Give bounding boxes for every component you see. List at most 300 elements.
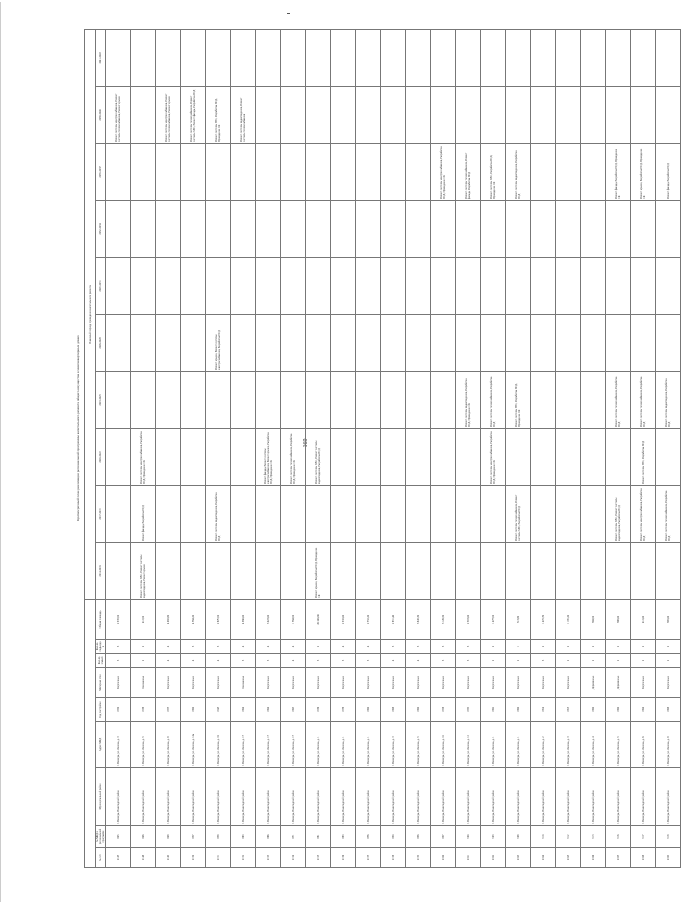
table-cell-floors: 3 xyxy=(531,654,556,668)
table-cell-p9 xyxy=(381,86,406,143)
table-cell-n: 2159 xyxy=(406,848,431,868)
table-cell-p4 xyxy=(431,371,456,428)
table-cell-district: г. Вологда, Вологодский район xyxy=(631,768,656,826)
table-row xyxy=(131,29,156,867)
column-header: № МКД в региональной программе xyxy=(96,826,106,848)
table-cell-n: 2152 xyxy=(231,848,256,868)
table-row xyxy=(631,29,656,867)
table-cell-p2: Ремонт системы водоотведения, Разработка ПСД xyxy=(206,485,231,542)
table-cell-p5 xyxy=(456,314,481,371)
table-cell-address: г. Вологда, ул. Ленина, д. 5 xyxy=(131,722,156,768)
table-cell-p6 xyxy=(606,257,631,314)
table-cell-p5 xyxy=(481,314,506,371)
table-cell-p6 xyxy=(331,257,356,314)
table-cell-p7 xyxy=(306,200,331,257)
table-cell-year: 1957 xyxy=(156,698,181,722)
table-cell-p10 xyxy=(456,29,481,86)
table-cell-floors: 4 xyxy=(206,654,231,668)
table-cell-p7 xyxy=(556,200,581,257)
table-cell-floors: 2 xyxy=(631,654,656,668)
table-cell-area: 2 393,00 xyxy=(456,599,481,639)
table-cell-year: 1959 xyxy=(456,698,481,722)
table-cell-p1 xyxy=(556,542,581,599)
table-cell-area: 412,90 xyxy=(131,599,156,639)
table-cell-p6 xyxy=(381,257,406,314)
table-cell-p9: Ремонт системы электроснабжения, Ремонт системы теплоснабжения, Ремонт крыши xyxy=(106,86,131,143)
table-cell-area: 1 764,90 xyxy=(281,599,306,639)
table-cell-id: 896 xyxy=(406,826,431,848)
table-cell-p5 xyxy=(106,314,131,371)
table-row xyxy=(206,29,231,867)
table-cell-p8: Ремонт системы водоотведения, Разработка ПСД xyxy=(506,143,531,200)
table-cell-id: 845 xyxy=(106,826,131,848)
table-cell-p8 xyxy=(581,143,606,200)
table-cell-n: 2161 xyxy=(456,848,481,868)
table-cell-entr: 3 xyxy=(431,640,456,654)
table-cell-p1 xyxy=(531,542,556,599)
table-cell-material: Кирпичные xyxy=(256,668,281,698)
table-cell-n: 2154 xyxy=(281,848,306,868)
table-cell-p3 xyxy=(381,428,406,485)
table-row xyxy=(231,29,256,867)
table-cell-area: 4 764,20 xyxy=(181,599,206,639)
table-cell-year: 1938 xyxy=(131,698,156,722)
table-cell-n: 2156 xyxy=(331,848,356,868)
table-cell-p5 xyxy=(531,314,556,371)
table-cell-floors: 4 xyxy=(281,654,306,668)
table-cell-n: 2160 xyxy=(431,848,456,868)
table-cell-p3 xyxy=(656,428,681,485)
table-cell-material: Деревянные xyxy=(581,668,606,698)
table-cell-p10 xyxy=(556,29,581,86)
table-cell-p7 xyxy=(356,200,381,257)
table-cell-address: г. Вологда, ул. Ленина, д. 1 xyxy=(306,722,331,768)
plan-period-header: Плановый период проведения капитального ремонта xyxy=(85,29,96,599)
table-cell-id: 846 xyxy=(131,826,156,848)
table-cell-p6 xyxy=(431,257,456,314)
table-cell-p4 xyxy=(206,371,231,428)
table-cell-p4 xyxy=(531,371,556,428)
column-header: Кол-во подъездов xyxy=(96,641,105,652)
table-cell-p4 xyxy=(106,371,131,428)
table-cell-p10 xyxy=(106,29,131,86)
table-cell-district: г. Вологда, Вологодский район xyxy=(256,768,281,826)
table-cell-p4 xyxy=(331,371,356,428)
table-cell-p8 xyxy=(106,143,131,200)
table-cell-id: 881 xyxy=(306,826,331,848)
table-cell-n: 2167 xyxy=(606,848,631,868)
table-cell-p5 xyxy=(231,314,256,371)
table-cell-id: 876 xyxy=(356,826,381,848)
table-cell-material: Кирпичные xyxy=(656,668,681,698)
table-cell-year: 1963 xyxy=(281,698,306,722)
table-cell-district: г. Вологда, Вологодский район xyxy=(131,768,156,826)
table-cell-p4 xyxy=(256,371,281,428)
column-header: Общая площадь xyxy=(96,599,106,639)
table-cell-p2 xyxy=(156,485,181,542)
table-cell-p8 xyxy=(406,143,431,200)
table-cell-area: 4 082,80 xyxy=(156,599,181,639)
table-cell-p2 xyxy=(281,485,306,542)
table-cell-p5 xyxy=(381,314,406,371)
plan-period-header-row xyxy=(85,29,96,867)
table-cell-p5 xyxy=(181,314,206,371)
table-cell-id: 858 xyxy=(206,826,231,848)
table-row xyxy=(581,29,606,867)
table-cell-p9 xyxy=(456,86,481,143)
table-cell-address: г. Вологда, ул. Ленина, д. 3 xyxy=(556,722,581,768)
table-cell-p1 xyxy=(231,542,256,599)
table-cell-p2: Ремонт системы теплоснабжения, Ремонт системы ХВС, Разработка ПСД xyxy=(506,485,531,542)
table-cell-p5 xyxy=(256,314,281,371)
table-cell-address: г. Вологда, ул. Ленина, д. 17 xyxy=(231,722,256,768)
table-cell-p3 xyxy=(581,428,606,485)
table-cell-p4 xyxy=(556,371,581,428)
table-cell-year: 1960 xyxy=(606,698,631,722)
table-cell-p6 xyxy=(206,257,231,314)
table-cell-entr: 3 xyxy=(456,640,481,654)
table-cell-area: 2 932,00 xyxy=(331,599,356,639)
table-cell-year: 1968 xyxy=(656,698,681,722)
table-cell-year: 1960 xyxy=(406,698,431,722)
table-cell-floors: 3 xyxy=(456,654,481,668)
table-cell-p5 xyxy=(431,314,456,371)
table-cell-material: Кирпичные xyxy=(356,668,381,698)
table-cell-entr: 2 xyxy=(556,640,581,654)
table-cell-area: 2 935,90 xyxy=(106,599,131,639)
table-cell-p5: Ремонт крыши, Ремонт системы электроснабжения, Разработка ПСД xyxy=(206,314,231,371)
table-cell-year: 1958 xyxy=(431,698,456,722)
column-header: 2020-2022 xyxy=(96,428,106,485)
table-cell-address: г. Вологда, ул. Ленина, д. 1 xyxy=(481,722,506,768)
table-cell-p1 xyxy=(656,542,681,599)
table-cell-p9 xyxy=(256,86,281,143)
table-cell-n: 2149 xyxy=(156,848,181,868)
table-cell-n: 2148 xyxy=(131,848,156,868)
table-cell-p5 xyxy=(331,314,356,371)
table-cell-material: Кирпичные xyxy=(381,668,406,698)
column-header: 2026-2028 xyxy=(96,314,106,371)
table-cell-p9 xyxy=(581,86,606,143)
table-cell-entr: 4 xyxy=(281,640,306,654)
table-cell-entr: 1 xyxy=(506,640,531,654)
table-cell-id: 848 xyxy=(156,826,181,848)
table-cell-id: 917 xyxy=(631,826,656,848)
table-cell-floors: 5 xyxy=(231,654,256,668)
table-cell-p2 xyxy=(231,485,256,542)
table-cell-p10 xyxy=(206,29,231,86)
table-cell-address: г. Вологда, ул. Ленина, д. 8 xyxy=(656,722,681,768)
table-row xyxy=(331,29,356,867)
table-cell-p10 xyxy=(281,29,306,86)
scan-mark-top xyxy=(287,13,290,14)
table-cell-p4 xyxy=(181,371,206,428)
table-cell-district: г. Вологда, Вологодский район xyxy=(506,768,531,826)
table-row xyxy=(481,29,506,867)
table-cell-p10 xyxy=(581,29,606,86)
table-cell-p8 xyxy=(306,143,331,200)
table-cell-address: г. Вологда, ул. Ленина, д. 3 xyxy=(106,722,131,768)
table-cell-p9 xyxy=(131,86,156,143)
table-cell-floors: 3 xyxy=(431,654,456,668)
table-cell-year: 1962 xyxy=(481,698,506,722)
table-cell-year: 1960 xyxy=(356,698,381,722)
table-cell-p4: Ремонт системы теплоснабжения, Разработка ПСД xyxy=(606,371,631,428)
table-cell-p9 xyxy=(556,86,581,143)
table-cell-address: г. Вологда, ул. Ленина, д. 17 xyxy=(281,722,306,768)
table-cell-p10 xyxy=(631,29,656,86)
table-cell-area: 3 126,50 xyxy=(431,599,456,639)
table-cell-material: Деревянные xyxy=(606,668,631,698)
table-cell-p5 xyxy=(131,314,156,371)
table-cell-p2 xyxy=(256,485,281,542)
table-cell-p9 xyxy=(406,86,431,143)
table-cell-id: 910 xyxy=(531,826,556,848)
table-cell-year: 1978 xyxy=(331,698,356,722)
table-cell-entr: 3 xyxy=(181,640,206,654)
table-cell-area: 4 960,00 xyxy=(231,599,256,639)
table-cell-p7 xyxy=(631,200,656,257)
table-cell-entr: 3 xyxy=(206,640,231,654)
table-cell-p8 xyxy=(156,143,181,200)
table-cell-p3: Ремонт системы электроснабжения, Разработка ПСД, Проведение СК xyxy=(481,428,506,485)
table-cell-p3 xyxy=(556,428,581,485)
table-cell-p7 xyxy=(231,200,256,257)
table-cell-p9: Ремонт системы теплоснабжения, Ремонт системы ХВС, Ремонт фасада, Разработка ПСД xyxy=(181,86,206,143)
table-cell-district: г. Вологда, Вологодский район xyxy=(381,768,406,826)
table-cell-p2 xyxy=(331,485,356,542)
table-row xyxy=(431,29,456,867)
table-cell-p4: Ремонт системы ГВС, Разработка ПСД, Проведение СК xyxy=(506,371,531,428)
table-cell-p2 xyxy=(431,485,456,542)
column-header: 2023-2025 xyxy=(96,371,106,428)
table-cell-n: 2150 xyxy=(181,848,206,868)
table-cell-material: Кирпичные xyxy=(281,668,306,698)
table-cell-n: 2164 xyxy=(531,848,556,868)
table-cell-year: 1964 xyxy=(256,698,281,722)
column-header: 2041-2043 xyxy=(96,29,106,86)
table-cell-district: г. Вологда, Вологодский район xyxy=(606,768,631,826)
table-row xyxy=(556,29,581,867)
table-cell-p1 xyxy=(331,542,356,599)
table-cell-p9 xyxy=(531,86,556,143)
table-cell-p2 xyxy=(481,485,506,542)
table-cell-district: г. Вологда, Вологодский район xyxy=(206,768,231,826)
table-cell-area: 20 240,00 xyxy=(306,599,331,639)
table-cell-p8 xyxy=(131,143,156,200)
table-cell-material: Смешанные xyxy=(131,668,156,698)
table-cell-area: 412,00 xyxy=(631,599,656,639)
table-cell-p3 xyxy=(531,428,556,485)
table-cell-entr: 2 xyxy=(481,640,506,654)
table-cell-p7 xyxy=(131,200,156,257)
table-cell-p5 xyxy=(156,314,181,371)
table-cell-p5 xyxy=(356,314,381,371)
table-cell-floors: 2 xyxy=(481,654,506,668)
column-header: Адрес МКД xyxy=(96,722,106,768)
table-cell-material: Кирпичные xyxy=(631,668,656,698)
table-cell-p9 xyxy=(281,86,306,143)
table-cell-area: 1 477,90 xyxy=(481,599,506,639)
table-cell-entr: 2 xyxy=(631,640,656,654)
table-cell-n: 2151 xyxy=(206,848,231,868)
table-cell-n: 2168 xyxy=(631,848,656,868)
table-cell-p9 xyxy=(331,86,356,143)
table-cell-p4 xyxy=(231,371,256,428)
table-cell-district: г. Вологда, Вологодский район xyxy=(331,768,356,826)
table-cell-p3 xyxy=(606,428,631,485)
table-cell-p9 xyxy=(306,86,331,143)
table-cell-id: 913 xyxy=(581,826,606,848)
table-cell-p7 xyxy=(181,200,206,257)
table-cell-p8 xyxy=(356,143,381,200)
table-cell-p10 xyxy=(431,29,456,86)
table-cell-p7 xyxy=(481,200,506,257)
table-cell-p9: Ремонт системы водоотведения, Ремонт системы теплоснабжения xyxy=(231,86,256,143)
table-cell-p5 xyxy=(306,314,331,371)
table-cell-p10 xyxy=(231,29,256,86)
table-cell-p4 xyxy=(356,371,381,428)
table-cell-p6 xyxy=(456,257,481,314)
column-header: 2014-2016 xyxy=(96,542,106,599)
table-cell-p6 xyxy=(231,257,256,314)
column-header: Материал стен xyxy=(96,668,106,698)
table-row xyxy=(281,29,306,867)
table-cell-year: 1960 xyxy=(506,698,531,722)
table-cell-p5 xyxy=(581,314,606,371)
table-cell-area: 1 472,70 xyxy=(531,599,556,639)
table-cell-p6 xyxy=(306,257,331,314)
table-cell-address: г. Вологда, ул. Ленина, д. 3 xyxy=(381,722,406,768)
table-cell-p10 xyxy=(381,29,406,86)
table-cell-district: г. Вологда, Вологодский район xyxy=(356,768,381,826)
table-cell-area: 388,00 xyxy=(606,599,631,639)
table-cell-p1 xyxy=(631,542,656,599)
table-cell-area: 2 879,90 xyxy=(206,599,231,639)
table-cell-id: 897 xyxy=(431,826,456,848)
table-cell-entr: 2 xyxy=(306,640,331,654)
table-cell-year: 1960 xyxy=(181,698,206,722)
table-cell-address: г. Вологда, ул. Ленина, д. 17 xyxy=(256,722,281,768)
table-cell-n: 2169 xyxy=(656,848,681,868)
table-cell-id: 908 xyxy=(506,826,531,848)
table-cell-p4 xyxy=(281,371,306,428)
table-cell-p6 xyxy=(656,257,681,314)
table-cell-n: 2163 xyxy=(506,848,531,868)
table-cell-p9 xyxy=(481,86,506,143)
table-cell-district: г. Вологда, Вологодский район xyxy=(481,768,506,826)
column-header: Год постройки xyxy=(96,698,106,722)
table-cell-area: 384,90 xyxy=(581,599,606,639)
table-cell-p9 xyxy=(356,86,381,143)
table-cell-p3: Ремонт фасада, Ремонт системы электроснабжения, Ремонт крыши, Разработка ПСД, Проведение СК xyxy=(256,428,281,485)
table-cell-material: Кирпичные xyxy=(556,668,581,698)
table-body xyxy=(106,29,681,867)
table-cell-p1: Ремонт крыши, Разработка ПСД, Проведение СК xyxy=(306,542,331,599)
table-cell-p6 xyxy=(106,257,131,314)
table-cell-p7 xyxy=(381,200,406,257)
table-cell-p1 xyxy=(156,542,181,599)
table-cell-id: 863 xyxy=(231,826,256,848)
table-row xyxy=(506,29,531,867)
table-cell-entr: 4 xyxy=(356,640,381,654)
table-cell-p3 xyxy=(331,428,356,485)
table-cell-p9 xyxy=(431,86,456,143)
table-cell-district: г. Вологда, Вологодский район xyxy=(431,768,456,826)
table-cell-entr: 4 xyxy=(331,640,356,654)
table-cell-entr: 3 xyxy=(406,640,431,654)
table-row xyxy=(156,29,181,867)
table-cell-p7 xyxy=(506,200,531,257)
table-row xyxy=(606,29,631,867)
table-row xyxy=(256,29,281,867)
table-cell-p8: Ремонт крыши, Разработка ПСД, Проведение СК xyxy=(631,143,656,200)
table-cell-entr: 4 xyxy=(256,640,281,654)
table-cell-p1 xyxy=(506,542,531,599)
table-cell-p5 xyxy=(281,314,306,371)
table-cell-p10 xyxy=(606,29,631,86)
table-cell-p2 xyxy=(106,485,131,542)
table-cell-p3: Ремонт системы ГВС, Разработка ПСД xyxy=(631,428,656,485)
table-cell-district: г. Вологда, Вологодский район xyxy=(556,768,581,826)
column-header: Муниципальный район xyxy=(96,768,106,826)
table-cell-p6 xyxy=(256,257,281,314)
table-cell-id: 871 xyxy=(281,826,306,848)
table-row xyxy=(381,29,406,867)
table-cell-year: 1936 xyxy=(306,698,331,722)
table-cell-entr: 3 xyxy=(106,640,131,654)
table-cell-p6 xyxy=(581,257,606,314)
table-cell-district: г. Вологда, Вологодский район xyxy=(156,768,181,826)
column-header: 2032-2034 xyxy=(96,200,106,257)
table-cell-p6 xyxy=(281,257,306,314)
table-cell-p6 xyxy=(131,257,156,314)
table-cell-district: г. Вологда, Вологодский район xyxy=(406,768,431,826)
table-cell-p3 xyxy=(231,428,256,485)
table-cell-p4 xyxy=(406,371,431,428)
table-cell-p2 xyxy=(406,485,431,542)
table-cell-area: 3 023,00 xyxy=(256,599,281,639)
table-cell-p3 xyxy=(431,428,456,485)
table-cell-floors: 2 xyxy=(556,654,581,668)
table-cell-year: 1945 xyxy=(206,698,231,722)
table-cell-p1 xyxy=(206,542,231,599)
table-cell-district: г. Вологда, Вологодский район xyxy=(656,768,681,826)
table-cell-p1 xyxy=(256,542,281,599)
table-cell-p2 xyxy=(306,485,331,542)
table-cell-id: 900 xyxy=(456,826,481,848)
table-row xyxy=(531,29,556,867)
table-cell-n: 2162 xyxy=(481,848,506,868)
table-cell-p6 xyxy=(406,257,431,314)
table-cell-p7 xyxy=(581,200,606,257)
table-cell-p3: Ремонт системы теплоснабжения, Разработка ПСД, Проведение СК xyxy=(281,428,306,485)
table-cell-p1 xyxy=(281,542,306,599)
table-cell-material: Кирпичные xyxy=(456,668,481,698)
table-cell-p10 xyxy=(131,29,156,86)
table-cell-p3 xyxy=(456,428,481,485)
scan-mark-left xyxy=(0,2,1,902)
table-cell-p6 xyxy=(506,257,531,314)
table-cell-p10 xyxy=(506,29,531,86)
table-cell-p1 xyxy=(581,542,606,599)
table-cell-p7 xyxy=(606,200,631,257)
table-cell-p1 xyxy=(406,542,431,599)
table-row xyxy=(656,29,681,867)
table-cell-p3 xyxy=(156,428,181,485)
table-cell-p4: Ремонт системы водоотведения, Разработка ПСД xyxy=(656,371,681,428)
table-cell-address: г. Вологда, ул. Ленина, д. 10 xyxy=(431,722,456,768)
